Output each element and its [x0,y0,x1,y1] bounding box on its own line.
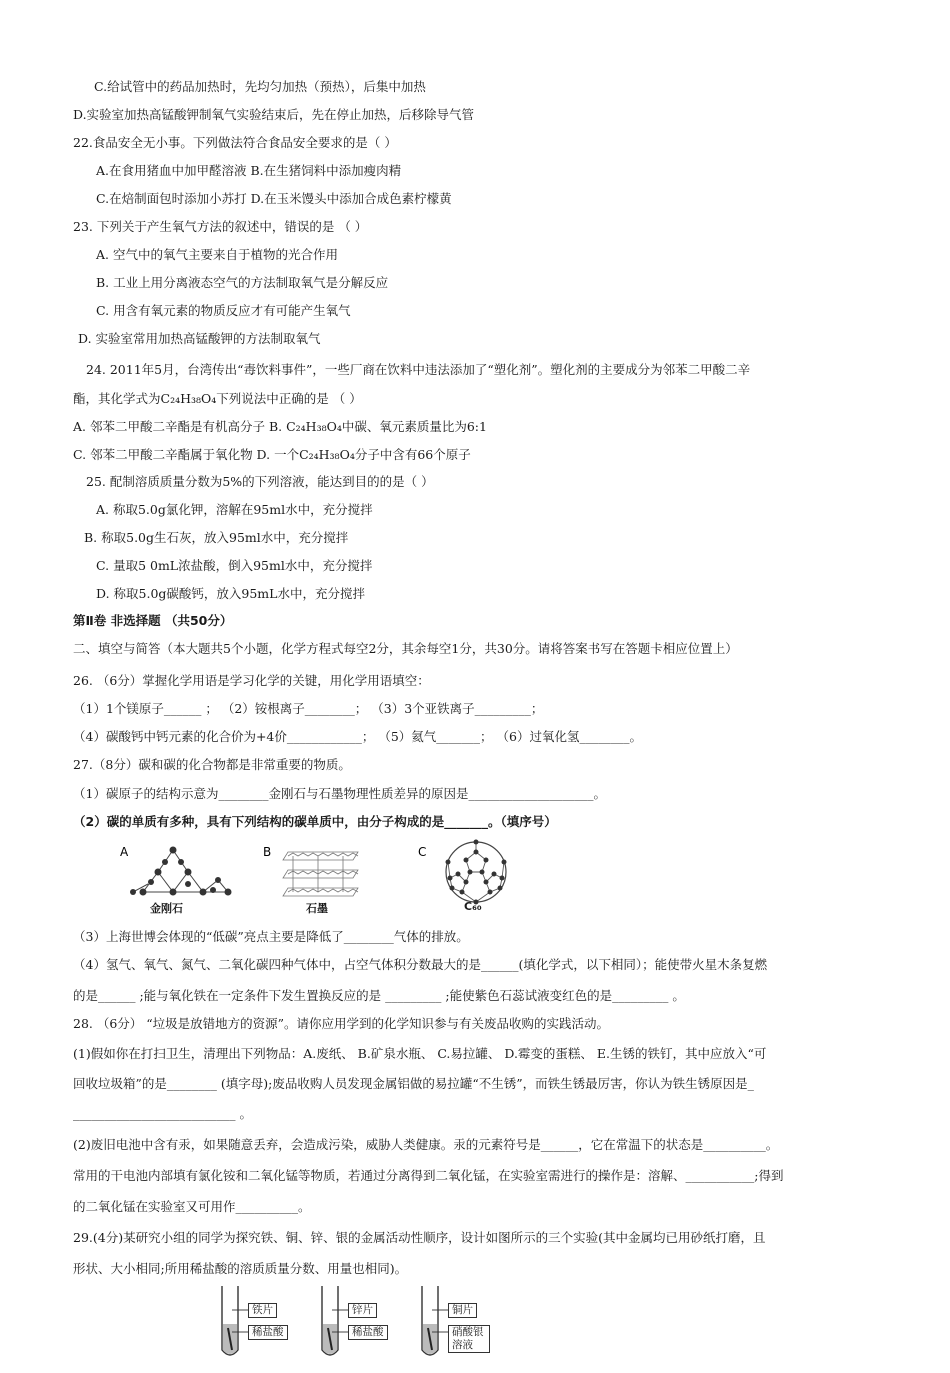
question-24-line1: 24. 2011年5月，台湾传出“毒饮料事件”，一些厂商在饮料中违法添加了“塑化剂”。塑化剂的主要成分为邻苯二甲酸二辛 [86,362,751,377]
question-27-part2: （2）碳的单质有多种，具有下列结构的碳单质中，由分子构成的是_______。（填序号） [73,814,557,829]
c60-structure-icon [438,838,514,906]
option-21d: D.实验室加热高锰酸钾制氧气实验结束后，先在停止加热，后移除导气管 [73,107,475,122]
tube2-metal-label: 锌片 [348,1303,377,1318]
question-28-part1-line3: __________________________ 。 [73,1106,252,1121]
option-25c: C. 量取5 0mL浓盐酸，倒入95ml水中，充分搅拌 [96,558,373,573]
graphite-caption: 石墨 [306,902,328,915]
option-21c: C.给试管中的药品加热时，先均匀加热（预热），后集中加热 [94,79,426,94]
svg-text:A: A [120,845,129,859]
question-26: 26. （6分）掌握化学用语是学习化学的关键，用化学用语填空： [73,673,430,688]
section-2-instructions: 二、填空与简答（本大题共5个小题，化学方程式每空2分，其余每空1分，共30分。请将答案书写在答题卡相应位置上） [73,641,738,656]
tube3-liquid-label: 硝酸银溶液 [448,1325,490,1353]
option-23c: C. 用含有氧元素的物质反应才有可能产生氧气 [96,303,351,318]
question-28: 28. （6分） “垃圾是放错地方的资源”。请你应用学到的化学知识参与有关废品收购的实践活动。 [73,1016,610,1031]
option-23a: A. 空气中的氧气主要来自于植物的光合作用 [96,247,338,262]
c60-caption: C₆₀ [464,900,482,913]
question-25: 25. 配制溶质质量分数为5%的下列溶液，能达到目的的是（ ） [86,474,434,489]
tube1-liquid-label: 稀盐酸 [248,1325,288,1340]
question-24-line2: 酯，其化学式为C₂₄H₃₈O₄下列说法中正确的是 （ ） [73,391,362,406]
option-23b: B. 工业上用分离液态空气的方法制取氧气是分解反应 [96,275,389,290]
question-28-part2-line1: (2)废旧电池中含有汞，如果随意丢弃，会造成污染，威胁人类健康。汞的元素符号是______，它在常温下的状态是__________。 [73,1137,779,1152]
options-22-cd: C.在焙制面包时添加小苏打 D.在玉米馒头中添加合成色素柠檬黄 [96,191,452,206]
diamond-caption: 金刚石 [150,902,183,915]
question-26-row2: （4）碳酸钙中钙元素的化合价为+4价____________； （5）氦气_______； （6）过氧化氢________。 [73,729,642,744]
tube2-liquid-label: 稀盐酸 [348,1325,388,1340]
question-27-part1: （1）碳原子的结构示意为________金刚石与石墨物理性质差异的原因是____________________。 [73,786,606,801]
option-23d: D. 实验室常用加热高锰酸钾的方法制取氧气 [78,331,321,346]
question-28-part2-line3: 的二氧化锰在实验室又可用作__________。 [73,1199,311,1214]
tube1-metal-label: 铁片 [248,1303,277,1318]
options-22-ab: A.在食用猪血中加甲醛溶液 B.在生猪饲料中添加瘦肉精 [96,163,402,178]
question-27-part3: （3）上海世博会体现的“低碳”亮点主要是降低了________气体的排放。 [73,929,469,944]
question-26-row1: （1）1个镁原子______ ； （2）铵根离子________； （3）3个亚铁离子_________； [73,701,544,716]
section-2-title: 第Ⅱ卷 非选择题 （共50分） [73,613,233,628]
test-tubes-figure [218,1284,518,1364]
option-25d: D. 称取5.0g碳酸钙，放入95mL水中，充分搅拌 [96,586,365,601]
question-27-part4-line2: 的是______ ;能与氧化铁在一定条件下发生置换反应的是 _________ ;能使紫色石蕊试液变红色的是_________ 。 [73,988,685,1003]
tube3-metal-label: 铜片 [448,1303,477,1318]
svg-text:B: B [263,845,272,859]
question-23: 23. 下列关于产生氧气方法的叙述中，错误的是 （ ） [73,219,368,234]
options-24-cd: C. 邻苯二甲酸二辛酯属于氧化物 D. 一个C₂₄H₃₈O₄分子中含有66个原子 [73,447,471,462]
option-25a: A. 称取5.0g氯化钾，溶解在95ml水中，充分搅拌 [96,502,373,517]
question-27: 27.（8分）碳和碳的化合物都是非常重要的物质。 [73,757,351,772]
question-22: 22.食品安全无小事。下列做法符合食品安全要求的是（ ） [73,135,397,150]
question-29-line1: 29.(4分)某研究小组的同学为探究铁、铜、锌、银的金属活动性顺序，设计如图所示的三个实验(其中金属均已用砂纸打磨，且 [73,1230,766,1245]
options-24-ab: A. 邻苯二甲酸二辛酯是有机高分子 B. C₂₄H₃₈O₄中碳、氧元素质量比为6:1 [73,419,487,434]
option-25b: B. 称取5.0g生石灰，放入95ml水中，充分搅拌 [84,530,349,545]
question-28-part1-line2: 回收垃圾箱”的是________ (填字母);废品收购人员发现金属铝做的易拉罐“不生锈”，而铁生锈最厉害，你认为铁生锈原因是_ [73,1076,754,1091]
question-27-part4-line1: （4）氢气、氧气、氮气、二氧化碳四种气体中，占空气体积分数最大的是______(填化学式，以下相同）；能使带火星木条复燃 [73,957,768,972]
svg-text:C: C [418,845,427,859]
question-28-part2-line2: 常用的干电池内部填有氯化铵和二氧化锰等物质，若通过分离得到二氧化锰，在实验室需进行的操作是：溶解、___________;得到 [73,1168,784,1183]
question-28-part1-line1: (1)假如你在打扫卫生，清理出下列物品：A.废纸、 B.矿泉水瓶、 C.易拉罐、 D.霉变的蛋糕、 E.生锈的铁钉，其中应放入“可 [73,1046,767,1061]
question-29-line2: 形状、大小相同;所用稀盐酸的溶质质量分数、用量也相同)。 [73,1261,408,1276]
